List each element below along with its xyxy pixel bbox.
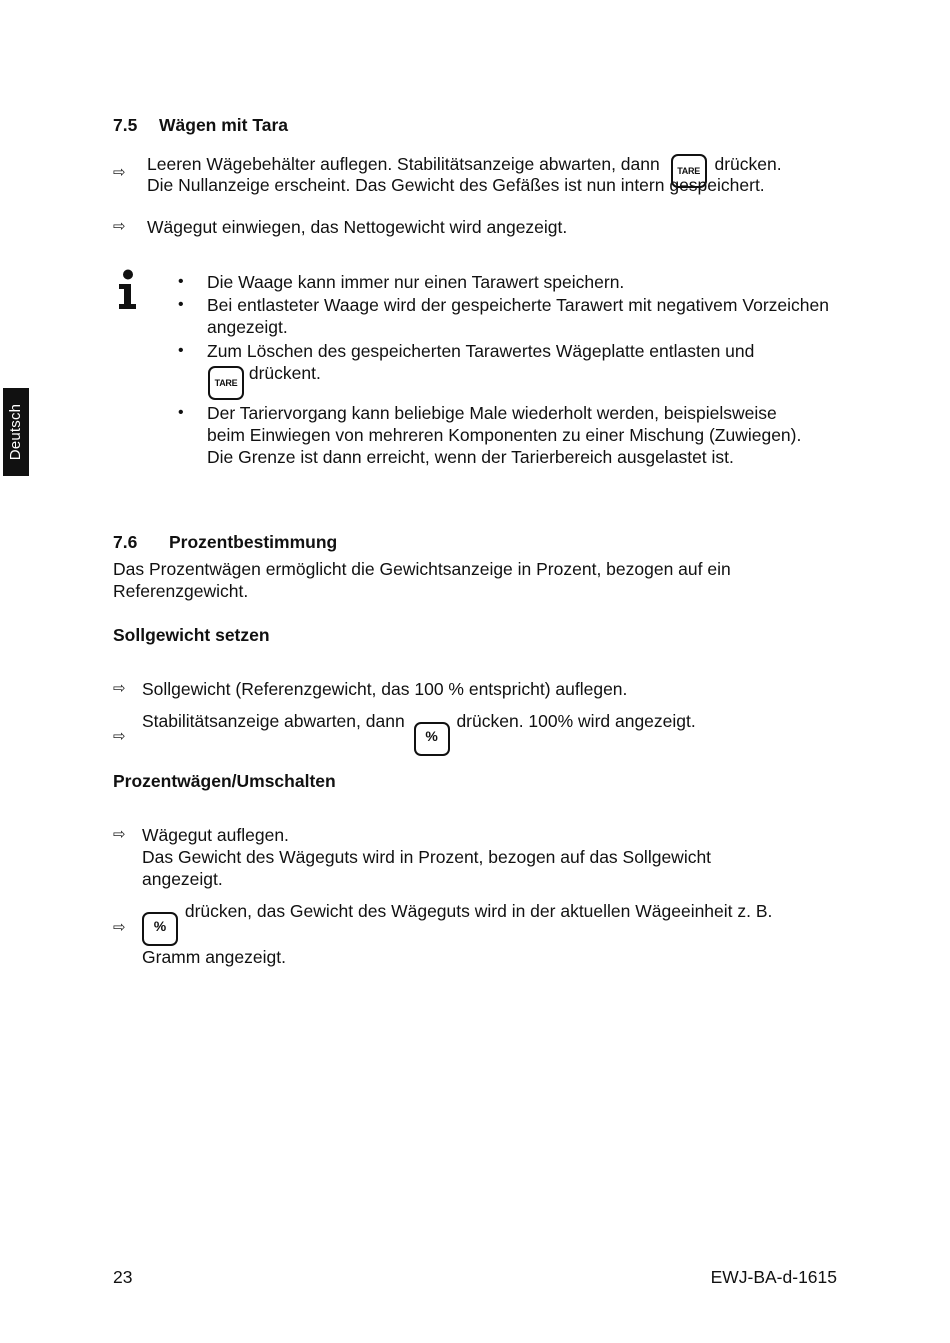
section-title: Prozentbestimmung bbox=[169, 532, 338, 552]
info-icon bbox=[116, 269, 140, 311]
step-percent-3 bbox=[142, 824, 782, 890]
section-title: Wägen mit Tara bbox=[159, 115, 289, 135]
step-arrow-icon: ⇨ bbox=[113, 826, 126, 843]
step-arrow-icon: ⇨ bbox=[113, 919, 126, 936]
tare-key-icon: TARE bbox=[671, 154, 707, 188]
bullet: • bbox=[178, 296, 184, 313]
subheading-prozentwaegen: Prozentwägen/Umschalten bbox=[113, 771, 336, 791]
tare-key-icon: TARE bbox=[208, 366, 244, 400]
section-number: 7.5 bbox=[113, 115, 138, 135]
step-text: Das Gewicht des Wägeguts wird in Prozent, bezogen auf das Sollgewicht angezeigt. bbox=[142, 847, 712, 889]
document-code: EWJ-BA-d-1615 bbox=[710, 1267, 837, 1287]
step-arrow-icon: ⇨ bbox=[113, 728, 126, 745]
step-percent-4 bbox=[142, 900, 842, 968]
note-text: drückent. bbox=[248, 363, 321, 383]
note-1: Die Waage kann immer nur einen Tarawert speichern. bbox=[207, 272, 625, 292]
note-3-continued bbox=[208, 362, 321, 400]
bullet: • bbox=[178, 404, 184, 421]
step-text: Leeren Wägebehälter auflegen. Stabilitätsanzeige abwarten, dann bbox=[147, 154, 660, 174]
step-text: drücken, das Gewicht des Wägeguts wird in der aktuellen Wägeeinheit z. B. bbox=[184, 901, 773, 921]
section-number: 7.6 bbox=[113, 532, 138, 552]
bullet: • bbox=[178, 342, 184, 359]
note-2: Bei entlasteter Waage wird der gespeicherte Tarawert mit negativem Vorzeichen angezeigt. bbox=[207, 295, 829, 337]
percent-key-icon: % bbox=[414, 722, 450, 756]
percent-key-icon: % bbox=[142, 912, 178, 946]
step-text: drücken. bbox=[714, 154, 782, 174]
section-heading-7-5 bbox=[113, 114, 288, 136]
step-arrow-icon: ⇨ bbox=[113, 218, 126, 235]
section-intro: Das Prozentwägen ermöglicht die Gewichtsanzeige in Prozent, bezogen auf ein Referenzgewicht. bbox=[113, 559, 731, 601]
step-percent-1: Sollgewicht (Referenzgewicht, das 100 % entspricht) auflegen. bbox=[142, 679, 628, 699]
language-side-tab bbox=[3, 388, 29, 476]
step-text: drücken. 100% wird angezeigt. bbox=[456, 711, 696, 731]
step-tare-2: Wägegut einwiegen, das Nettogewicht wird angezeigt. bbox=[147, 217, 568, 237]
section-heading-7-6 bbox=[113, 531, 337, 553]
step-arrow-icon: ⇨ bbox=[113, 680, 126, 697]
bullet: • bbox=[178, 273, 184, 290]
step-text: Wägegut auflegen. bbox=[142, 825, 289, 845]
step-arrow-icon: ⇨ bbox=[113, 164, 126, 181]
page-number: 23 bbox=[113, 1267, 133, 1287]
subheading-sollgewicht: Sollgewicht setzen bbox=[113, 625, 270, 645]
step-text: Gramm angezeigt. bbox=[142, 947, 286, 967]
note-4: Der Tariervorgang kann beliebige Male wiederholt werden, beispielsweise beim Einwiegen von mehreren Komponenten zu einer Mischung (Zuwiegen). Die Grenze ist dann erreicht, wenn der Tarierbereich ausgelastet ist. bbox=[207, 403, 802, 467]
step-text: Stabilitätsanzeige abwarten, dann bbox=[142, 711, 405, 731]
step-tare-1 bbox=[147, 146, 839, 196]
language-label: Deutsch bbox=[7, 403, 24, 461]
step-percent-2 bbox=[142, 710, 696, 756]
note-3: Zum Löschen des gespeicherten Tarawertes Wägeplatte entlasten und bbox=[207, 341, 755, 361]
step-text: Die Nullanzeige erscheint. Das Gewicht des Gefäßes ist nun intern gespeichert. bbox=[147, 175, 765, 195]
